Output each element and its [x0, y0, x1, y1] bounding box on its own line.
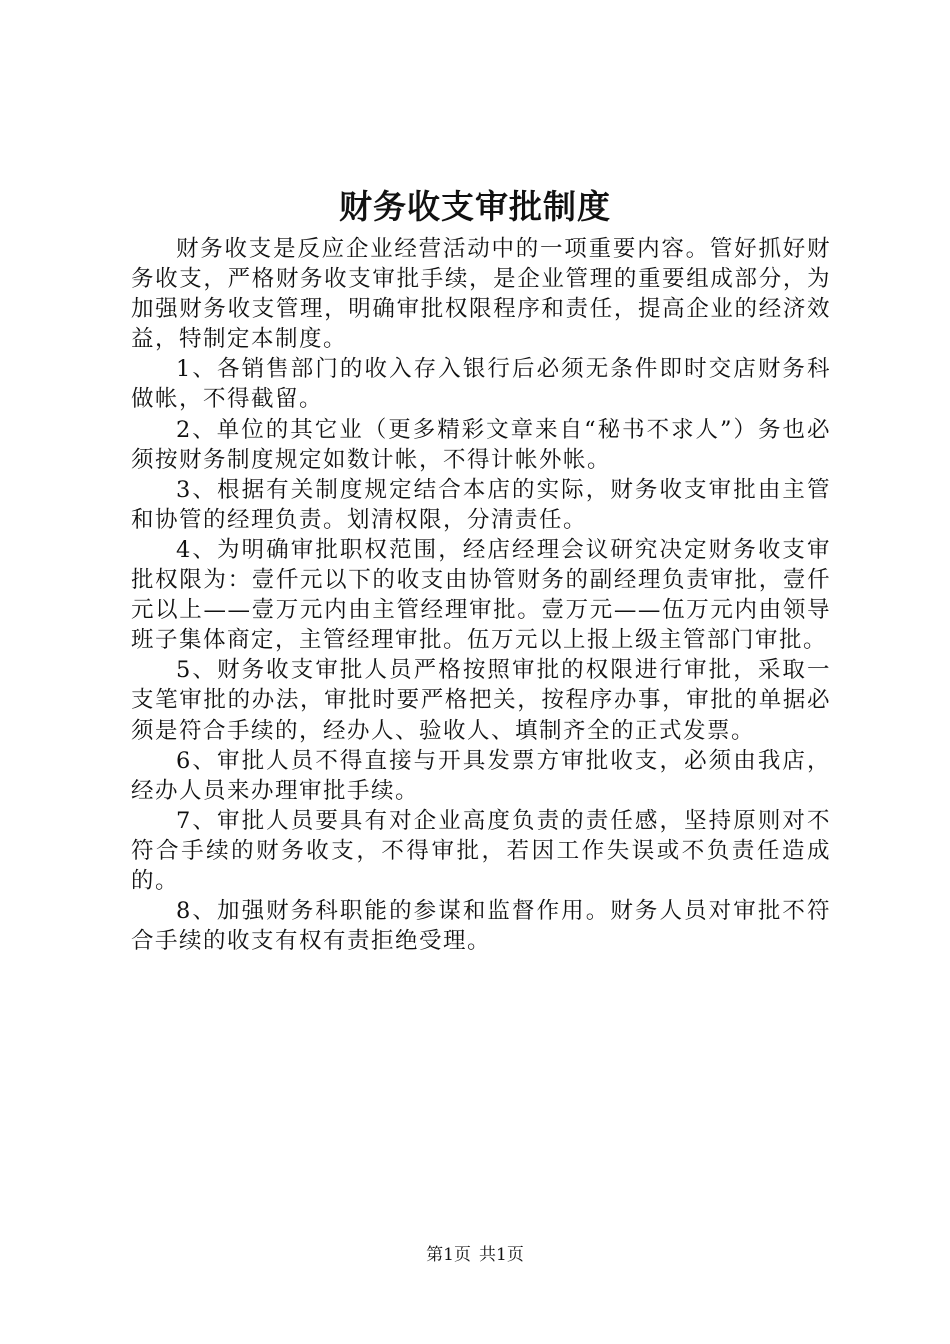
clause-1: 1、各销售部门的收入存入银行后必须无条件即时交店财务科做帐，不得截留。: [131, 356, 831, 413]
clause-3: 3、根据有关制度规定结合本店的实际，财务收支审批由主管和协管的经理负责。划清权限，分清责任。: [131, 476, 831, 533]
document-body: [131, 234, 831, 956]
clause-5: 5、财务收支审批人员严格按照审批的权限进行审批，采取一支笔审批的办法，审批时要严格把关，按程序办事，审批的单据必须是符合手续的，经办人、验收人、填制齐全的正式发票。: [131, 657, 831, 744]
page-number-current: 第1页: [426, 1245, 471, 1265]
clause-2: 2、单位的其它业（更多精彩文章来自“秘书不求人”）务也必须按财务制度规定如数计帐，不得计帐外帐。: [131, 416, 831, 473]
page-number-total: 共1页: [479, 1245, 524, 1265]
clause-7: 7、审批人员要具有对企业高度负责的责任感，坚持原则对不符合手续的财务收支，不得审批，若因工作失误或不负责任造成的。: [131, 807, 831, 894]
clause-4: 4、为明确审批职权范围，经店经理会议研究决定财务收支审批权限为：壹仟元以下的收支由协管财务的副经理负责审批，壹仟元以上——壹万元内由主管经理审批。壹万元——伍万元内由领导班子集体商定，主管经理审批。伍万元以上报上级主管部门审批。: [131, 536, 831, 654]
page-footer: [0, 1243, 950, 1267]
clause-6: 6、审批人员不得直接与开具发票方审批收支，必须由我店，经办人员来办理审批手续。: [131, 747, 831, 804]
clause-8: 8、加强财务科职能的参谋和监督作用。财务人员对审批不符合手续的收支有权有责拒绝受理。: [131, 898, 831, 955]
document-title: 财务收支审批制度: [339, 187, 611, 226]
intro-paragraph: 财务收支是反应企业经营活动中的一项重要内容。管好抓好财务收支，严格财务收支审批手续，是企业管理的重要组成部分，为加强财务收支管理，明确审批权限程序和责任，提高企业的经济效益，特制定本制度。: [131, 236, 831, 353]
